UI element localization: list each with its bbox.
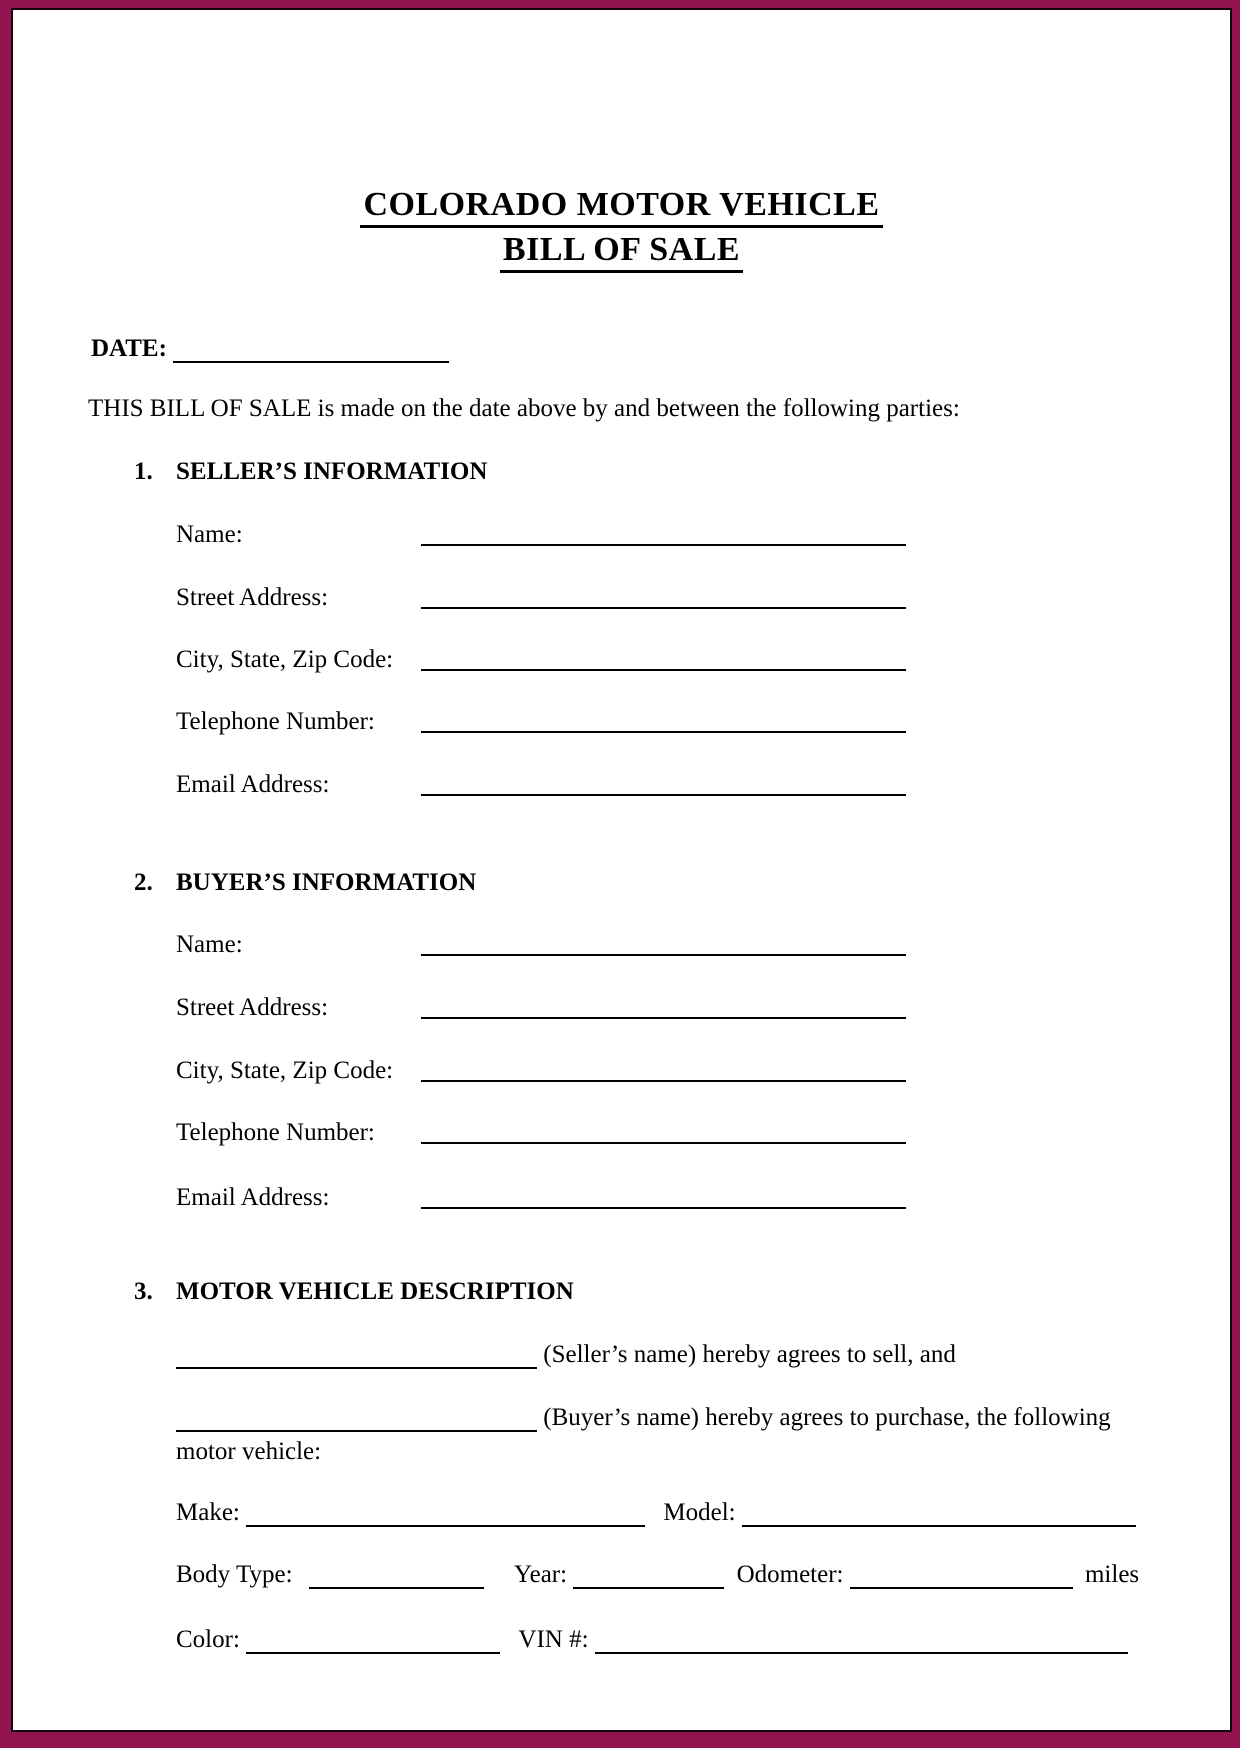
section-buyer-heading — [134, 868, 476, 898]
seller-street-label: Street Address: — [176, 584, 329, 611]
make-model-row — [176, 1498, 1136, 1528]
buyer-name-row — [176, 930, 1176, 962]
seller-name-row — [176, 520, 1176, 552]
buyer-agreement-continuation-text: motor vehicle: — [176, 1438, 322, 1465]
buyer-city-state-zip-field[interactable] — [421, 1080, 906, 1082]
color-label: Color: — [176, 1626, 240, 1653]
body-type-label: Body Type: — [176, 1561, 293, 1588]
odometer-field[interactable] — [850, 1563, 1073, 1589]
seller-city-state-zip-field[interactable] — [421, 669, 906, 671]
buyer-street-label: Street Address: — [176, 994, 329, 1021]
year-field[interactable] — [573, 1563, 724, 1589]
buyer-city-state-zip-row — [176, 1056, 1176, 1088]
seller-telephone-row — [176, 707, 1176, 739]
date-row — [91, 334, 449, 364]
buyer-email-label: Email Address: — [176, 1184, 330, 1211]
section-vehicle-heading — [134, 1277, 574, 1307]
title-line-2-text: BILL OF SALE — [500, 231, 743, 273]
make-label: Make: — [176, 1499, 240, 1526]
intro-paragraph: THIS BILL OF SALE is made on the date above by and between the following parties: — [88, 395, 960, 422]
buyer-city-state-zip-label: City, State, Zip Code: — [176, 1057, 394, 1084]
model-label: Model: — [663, 1499, 736, 1526]
section-buyer-number: 2. — [134, 869, 153, 896]
section-buyer-title: BUYER’S INFORMATION — [176, 869, 477, 896]
buyer-agreement-continuation — [176, 1437, 321, 1467]
seller-telephone-field[interactable] — [421, 731, 906, 733]
buyer-name-field[interactable] — [421, 954, 906, 956]
title-line-2 — [13, 227, 1230, 272]
seller-street-row — [176, 583, 1176, 615]
section-seller-heading — [134, 457, 487, 487]
title-line-1 — [13, 182, 1230, 227]
seller-city-state-zip-row — [176, 645, 1176, 677]
document-title — [13, 182, 1230, 272]
buyer-email-row — [176, 1183, 1176, 1215]
buyer-telephone-label: Telephone Number: — [176, 1119, 375, 1146]
section-vehicle-title: MOTOR VEHICLE DESCRIPTION — [176, 1278, 574, 1305]
seller-agreement-text: (Seller’s name) hereby agrees to sell, and — [543, 1341, 956, 1368]
color-field[interactable] — [246, 1628, 500, 1654]
buyer-telephone-row — [176, 1118, 1176, 1150]
buyer-agreement-text: (Buyer’s name) hereby agrees to purchase, the following — [543, 1404, 1111, 1431]
vin-field[interactable] — [595, 1628, 1128, 1654]
date-field[interactable] — [173, 337, 449, 363]
odometer-label: Odometer: — [736, 1561, 844, 1588]
buyer-agreement-row — [176, 1403, 1111, 1433]
title-line-1-text: COLORADO MOTOR VEHICLE — [360, 186, 882, 228]
form-page — [11, 8, 1232, 1732]
section-seller-number: 1. — [134, 458, 153, 485]
section-vehicle-number: 3. — [134, 1278, 153, 1305]
vehicle-buyer-name-field[interactable] — [176, 1406, 537, 1432]
section-seller-title: SELLER’S INFORMATION — [176, 458, 488, 485]
model-field[interactable] — [742, 1501, 1136, 1527]
vehicle-seller-name-field[interactable] — [176, 1343, 537, 1369]
color-vin-row — [176, 1625, 1128, 1655]
buyer-telephone-field[interactable] — [421, 1142, 906, 1144]
buyer-email-field[interactable] — [421, 1207, 906, 1209]
year-label: Year: — [514, 1561, 568, 1588]
seller-email-row — [176, 770, 1176, 802]
seller-name-label: Name: — [176, 521, 243, 548]
make-field[interactable] — [246, 1501, 645, 1527]
seller-street-field[interactable] — [421, 607, 906, 609]
seller-name-field[interactable] — [421, 544, 906, 546]
seller-city-state-zip-label: City, State, Zip Code: — [176, 646, 394, 673]
body-year-odometer-row — [176, 1560, 1139, 1590]
buyer-name-label: Name: — [176, 931, 243, 958]
date-label: DATE: — [91, 335, 167, 362]
seller-telephone-label: Telephone Number: — [176, 708, 375, 735]
buyer-street-row — [176, 993, 1176, 1025]
seller-agreement-row — [176, 1340, 956, 1370]
vin-label: VIN #: — [518, 1626, 589, 1653]
body-type-field[interactable] — [309, 1563, 484, 1589]
odometer-unit-label: miles — [1084, 1561, 1140, 1588]
seller-email-field[interactable] — [421, 794, 906, 796]
buyer-street-field[interactable] — [421, 1017, 906, 1019]
seller-email-label: Email Address: — [176, 771, 330, 798]
